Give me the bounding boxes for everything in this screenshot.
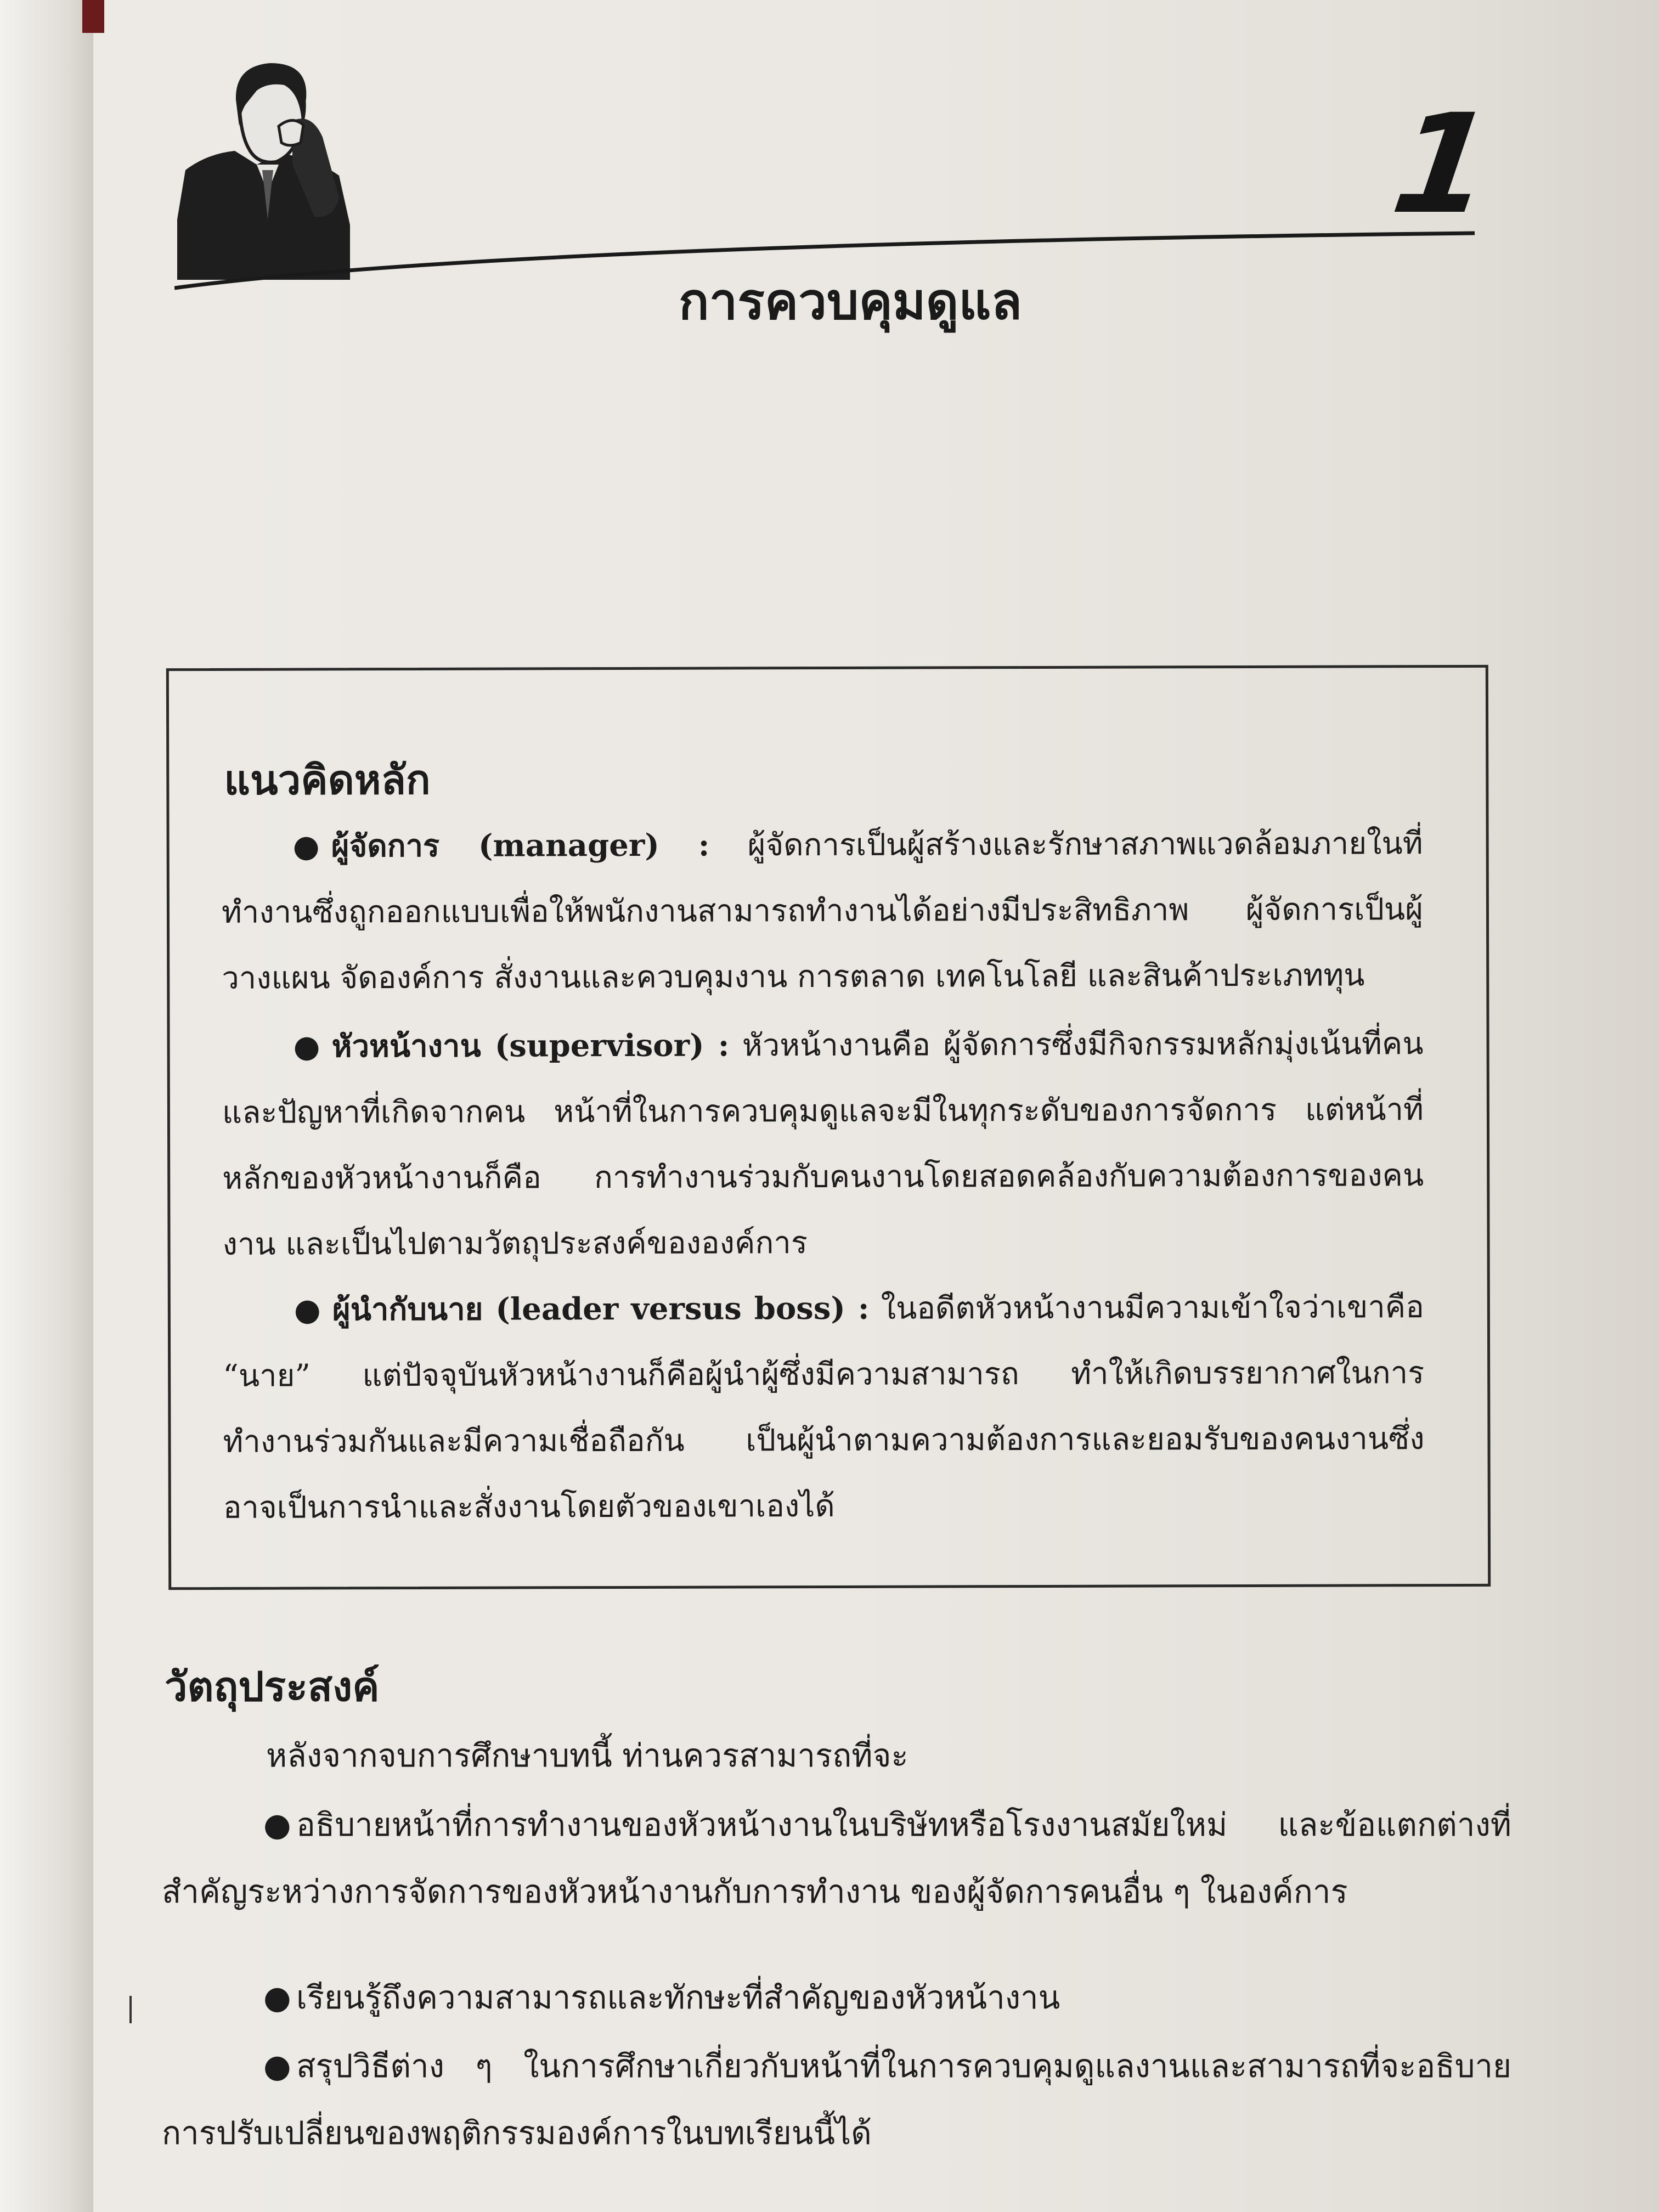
objective-text: อธิบายหน้าที่การทำงานของหัวหน้างานในบริษัทหรือโรงงานสมัยใหม่ และข้อแตกต่างที่สำคัญระหว่างการจัดการของหัวหน้างานกับการทำงาน ของผู้จัดการคนอื่น ๆ ในองค์การ — [162, 1806, 1511, 1910]
bullet-icon: ● — [263, 1806, 291, 1843]
bullet-icon: ● — [263, 2047, 291, 2085]
concept-item-manager — [221, 810, 1423, 1012]
concept-term: หัวหน้างาน (supervisor) : — [331, 1027, 730, 1065]
key-concepts-heading: แนวคิดหลัก — [224, 756, 431, 804]
objective-text: เรียนรู้ถึงความสามารถและทักษะที่สำคัญของหัวหน้างาน — [296, 1979, 1060, 2016]
objective-item — [162, 2033, 1511, 2166]
bullet-icon: ● — [293, 1029, 320, 1065]
objective-item — [162, 1791, 1511, 1925]
left-page-edge — [0, 0, 93, 2212]
objectives-intro: หลังจากจบการศึกษาบทนี้ ท่านควรสามารถที่จะ — [266, 1737, 909, 1774]
objectives-heading: วัตถุประสงค์ — [165, 1663, 380, 1711]
chapter-number: 1 — [1384, 84, 1502, 244]
concept-term: ผู้จัดการ (manager) : — [331, 827, 710, 865]
concept-text: หัวหน้างานคือ ผู้จัดการซึ่งมีกิจกรรมหลักมุ่งเน้นที่คนและปัญหาที่เกิดจากคน หน้าที่ในการควบคุมดูแลจะมีในทุกระดับของการจัดการ แต่หน้าที่หลักของหัวหน้างานก็คือ การทำงานร่วมกับคนงานโดยสอดคล้องกับความต้องการของคนงาน และเป็นไปตามวัตถุประสงค์ขององค์การ — [222, 1026, 1424, 1262]
bullet-icon: ● — [292, 828, 320, 865]
concept-term: ผู้นำกับนาย (leader versus boss) : — [332, 1290, 870, 1328]
bullet-icon: ● — [294, 1292, 321, 1328]
concept-item-leader-boss — [223, 1274, 1425, 1541]
concept-text: ในอดีตหัวหน้างานมีความเข้าใจว่าเขาคือ “นาย” แต่ปัจจุบันหัวหน้างานก็คือผู้นำผู้ซึ่งมีความสามารถ ทำให้เกิดบรรยากาศในการทำงานร่วมกันและมีความเชื่อถือกัน เป็นผู้นำตามความต้องการและยอมรับของคนงานซึ่งอาจเป็นการนำและสั่งงานโดยตัวของเขาเองได้ — [223, 1289, 1425, 1526]
concept-item-supervisor — [222, 1011, 1424, 1278]
chapter-title: การควบคุมดูแล — [679, 272, 1022, 331]
objective-item — [162, 1964, 1511, 2031]
book-spine — [82, 0, 104, 33]
margin-mark — [129, 1996, 132, 2023]
concept-text: ผู้จัดการเป็นผู้สร้างและรักษาสภาพแวดล้อมภายในที่ทำงานซึ่งถูกออกแบบเพื่อให้พนักงานสามารถทำงานได้อย่างมีประสิทธิภาพ ผู้จัดการเป็นผู้วางแผน จัดองค์การ สั่งงานและควบคุมงาน การตลาด เทคโนโลยี และสินค้าประเภททุน — [221, 826, 1424, 996]
key-concepts-box — [166, 665, 1491, 1590]
bullet-icon: ● — [263, 1979, 291, 2016]
objective-text: สรุปวิธีต่าง ๆ ในการศึกษาเกี่ยวกับหน้าที่ในการควบคุมดูแลงานและสามารถที่จะอธิบายการปรับเปลี่ยนของพฤติกรรมองค์การในบทเรียนนี้ได้ — [162, 2047, 1511, 2152]
